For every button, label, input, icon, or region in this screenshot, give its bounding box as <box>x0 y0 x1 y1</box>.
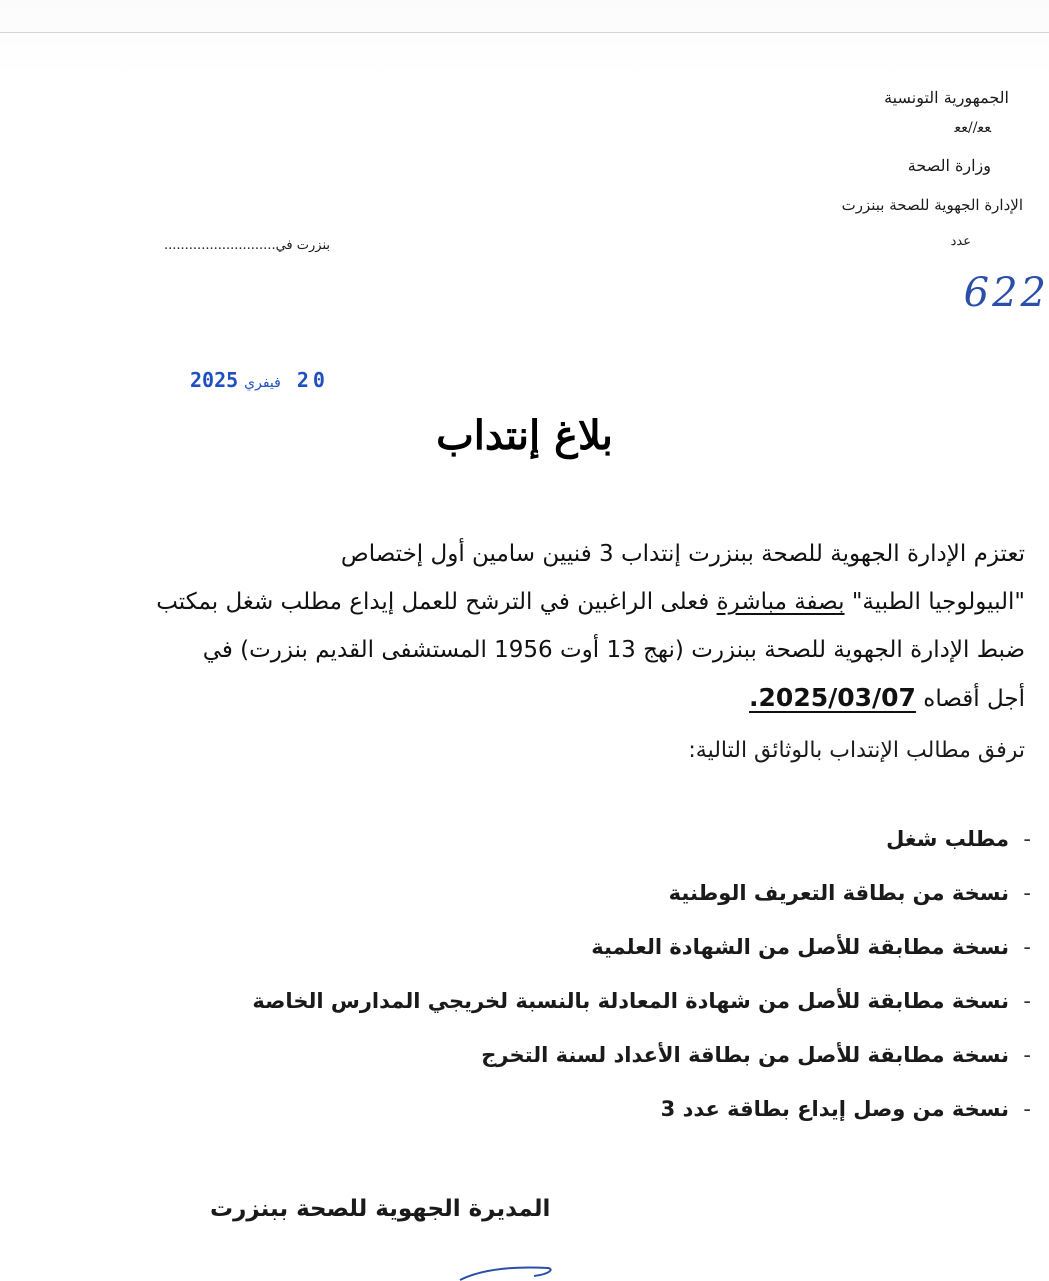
list-item <box>252 866 1031 920</box>
bullet-dash: - <box>1023 1043 1031 1067</box>
letterhead-ornament: ﻌﻌ//ﻌﻌ <box>954 120 991 136</box>
letterhead-ministry: وزارة الصحة <box>907 156 991 175</box>
letterhead-number-label: عدد <box>950 234 971 249</box>
body-line-4-start: أجل أقصاه <box>915 686 1025 712</box>
place-date-line <box>164 238 330 253</box>
required-documents-list <box>252 812 1031 1136</box>
document-item-label: مطلب شغل <box>886 827 1009 851</box>
body-line-4 <box>0 674 1025 722</box>
deadline-date: 2025/03/07. <box>749 683 916 712</box>
document-title: بلاغ إنتداب <box>436 412 613 459</box>
signatory-title: المديرة الجهوية للصحة ببنزرت <box>210 1196 551 1222</box>
list-item <box>252 974 1031 1028</box>
body-line-2 <box>0 578 1025 626</box>
documents-intro: ترفق مطالب الإنتداب بالوثائق التالية: <box>688 738 1025 763</box>
body-line-2-start: "البيولوجيا الطبية" <box>844 589 1025 615</box>
document-item-label: نسخة مطابقة للأصل من الشهادة العلمية <box>591 935 1009 959</box>
scan-edge-line <box>0 32 1049 33</box>
announcement-body <box>0 530 1025 722</box>
stamp-month: فيفري <box>244 375 281 391</box>
document-item-label: نسخة مطابقة للأصل من بطاقة الأعداد لسنة التخرج <box>481 1043 1009 1067</box>
place-date-dots: ........................... <box>164 238 276 253</box>
document-item-label: نسخة مطابقة للأصل من شهادة المعادلة بالنسبة لخريجي المدارس الخاصة <box>252 989 1009 1013</box>
list-item <box>252 1082 1031 1136</box>
bullet-dash: - <box>1023 935 1031 959</box>
body-line-2-end: فعلى الراغبين في الترشح للعمل إيداع مطلب شغل بمكتب <box>156 589 717 615</box>
letterhead-country: الجمهورية التونسية <box>884 88 1009 107</box>
list-item <box>252 1028 1031 1082</box>
body-line-1: تعتزم الإدارة الجهوية للصحة ببنزرت إنتداب 3 فنيين سامين أول إختصاص <box>340 541 1025 567</box>
handwritten-reference-number: 622 <box>963 270 1049 316</box>
bullet-dash: - <box>1023 989 1031 1013</box>
body-underlined-phrase: بصفة مباشرة <box>716 589 845 615</box>
stamp-year: 2025 <box>190 368 239 392</box>
bullet-dash: - <box>1023 881 1031 905</box>
place-date-label: بنزرت في <box>275 238 330 253</box>
stamp-day: 20 <box>296 368 329 392</box>
letterhead-direction: الإدارة الجهوية للصحة ببنزرت <box>841 196 1023 214</box>
document-item-label: نسخة من بطاقة التعريف الوطنية <box>668 881 1009 905</box>
list-item <box>252 920 1031 974</box>
list-item <box>252 812 1031 866</box>
body-line-3: ضبط الإدارة الجهوية للصحة ببنزرت (نهج 13 أوت 1956 المستشفى القديم بنزرت) في <box>202 637 1025 663</box>
signature-stroke <box>450 1262 570 1281</box>
document-item-label: نسخة من وصل إيداع بطاقة عدد 3 <box>660 1097 1009 1121</box>
bullet-dash: - <box>1023 827 1031 851</box>
date-stamp <box>190 368 329 392</box>
bullet-dash: - <box>1023 1097 1031 1121</box>
